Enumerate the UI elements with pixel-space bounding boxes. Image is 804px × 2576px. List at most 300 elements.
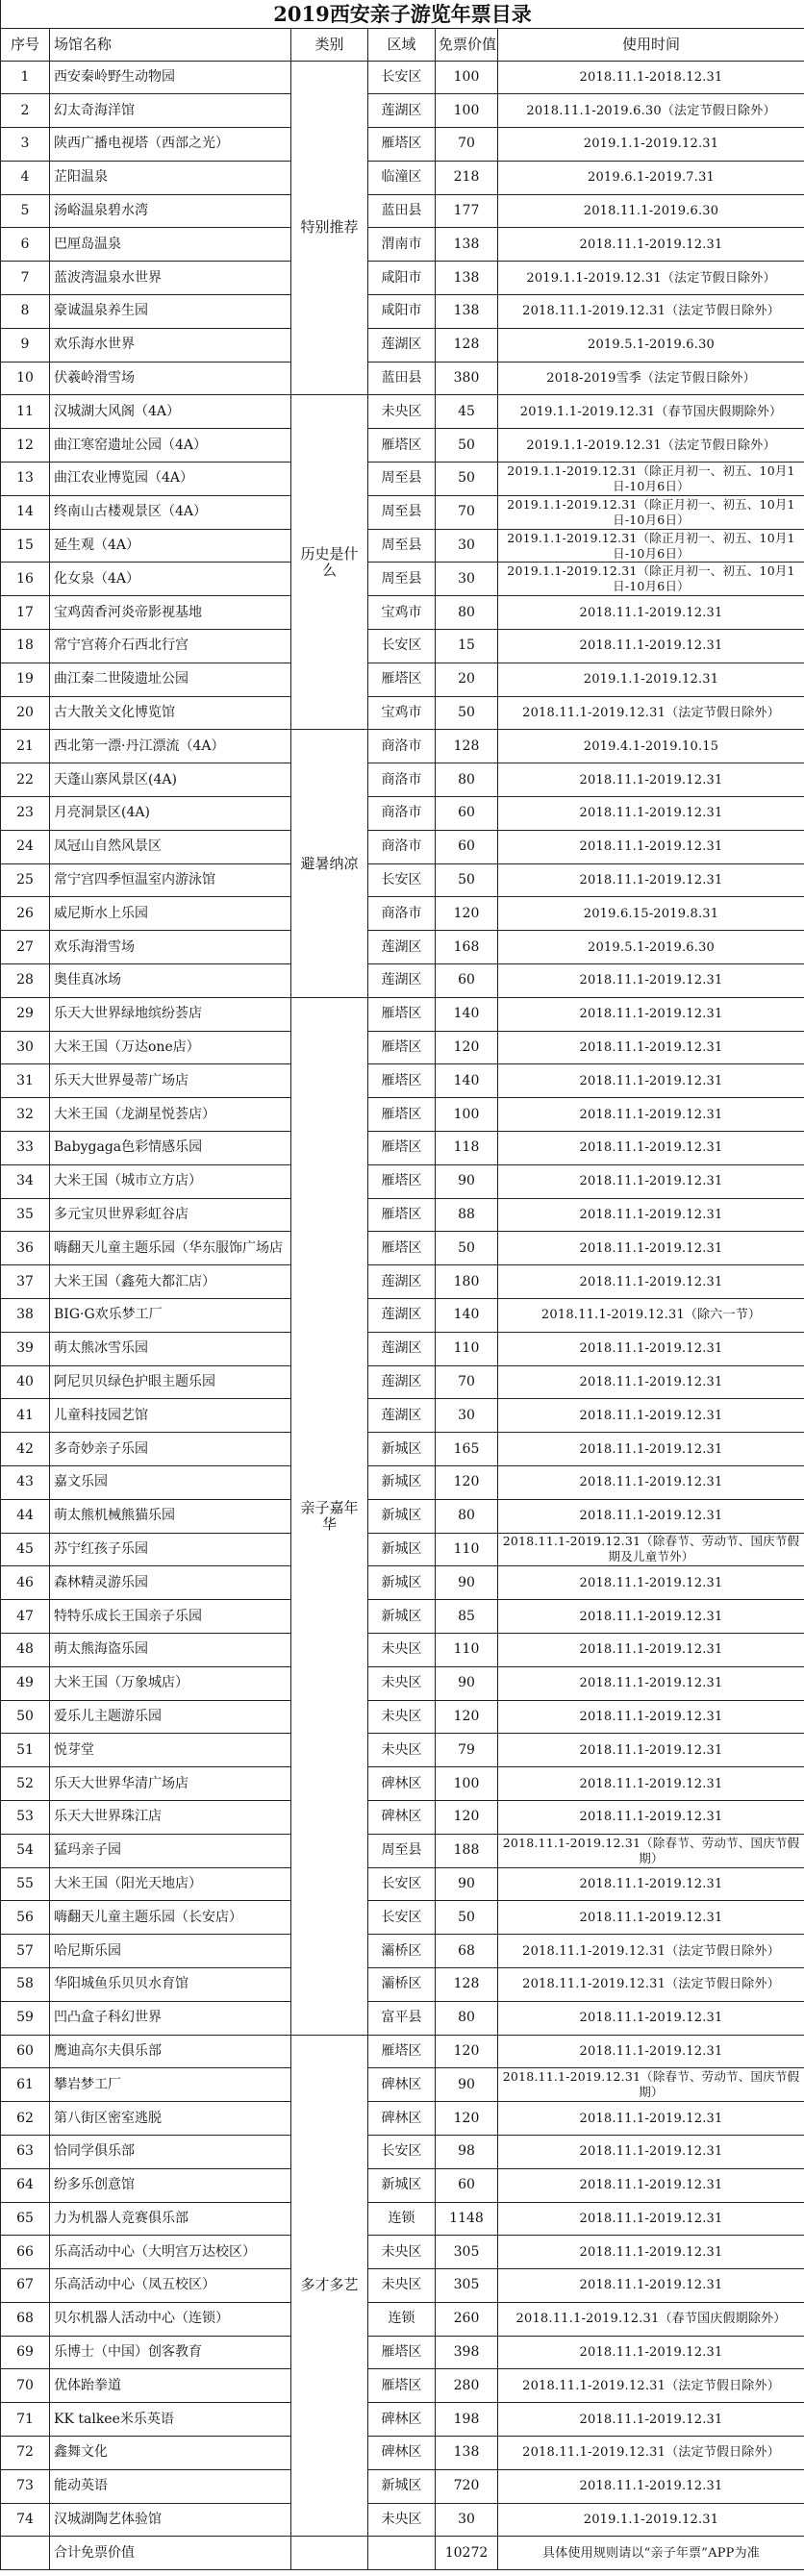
venue-name: 曲江秦二世陵遗址公园 — [50, 663, 291, 696]
venue-name: 乐高活动中心（凤五校区） — [50, 2269, 291, 2303]
venue-name: 乐天大世界曼蒂广场店 — [50, 1064, 291, 1098]
usage-period: 2019.1.1-2019.12.31（法定节假日除外） — [498, 429, 804, 463]
table-row — [1, 1465, 804, 1499]
usage-period: 2019.1.1-2019.12.31 — [498, 2503, 804, 2537]
table-row — [1, 328, 804, 362]
venue-name: 恰同学俱乐部 — [50, 2135, 291, 2168]
row-number: 74 — [1, 2503, 50, 2537]
ticket-value: 120 — [436, 1031, 498, 1064]
venue-name: 常宁宫蒋介石西北行宫 — [50, 630, 291, 663]
area: 宝鸡市 — [368, 696, 436, 730]
row-number: 61 — [1, 2068, 50, 2102]
header-price: 免票价值 — [436, 28, 498, 61]
table-row — [1, 1298, 804, 1332]
ticket-value: 80 — [436, 2001, 498, 2035]
area: 未央区 — [368, 1700, 436, 1734]
row-number: 10 — [1, 362, 50, 395]
ticket-value: 50 — [436, 1901, 498, 1935]
ticket-value: 20 — [436, 663, 498, 696]
venue-name: 大米王国（鑫苑大都汇店） — [50, 1265, 291, 1299]
ticket-value: 305 — [436, 2269, 498, 2303]
area: 咸阳市 — [368, 262, 436, 295]
ticket-value: 120 — [436, 897, 498, 931]
row-number: 47 — [1, 1600, 50, 1634]
row-number: 51 — [1, 1734, 50, 1767]
usage-period: 2019.5.1-2019.6.30 — [498, 931, 804, 964]
table-row — [1, 696, 804, 730]
venue-name: 乐天大世界绿地缤纷荟店 — [50, 997, 291, 1031]
venue-name: 悦芽堂 — [50, 1734, 291, 1767]
usage-period: 2018.11.1-2019.12.31 — [498, 228, 804, 262]
venue-name: 曲江寒窑遗址公园（4A） — [50, 429, 291, 463]
ticket-value: 120 — [436, 1465, 498, 1499]
usage-period: 2018.11.1-2019.12.31 — [498, 2469, 804, 2503]
row-number: 45 — [1, 1533, 50, 1566]
table-row — [1, 1533, 804, 1566]
venue-name: 力为机器人竞赛俱乐部 — [50, 2202, 291, 2236]
ticket-value: 60 — [436, 830, 498, 863]
venue-name: 凹凸盒子科幻世界 — [50, 2001, 291, 2035]
ticket-value: 168 — [436, 931, 498, 964]
usage-period: 2018.11.1-2019.12.31 — [498, 630, 804, 663]
ticket-value: 90 — [436, 1164, 498, 1198]
row-number: 15 — [1, 529, 50, 563]
table-row — [1, 1767, 804, 1801]
area: 商洛市 — [368, 763, 436, 797]
ticket-value: 120 — [436, 1700, 498, 1734]
ticket-value: 260 — [436, 2302, 498, 2336]
row-number: 28 — [1, 964, 50, 998]
venue-name: Babygaga色彩情感乐园 — [50, 1132, 291, 1165]
usage-period: 2018.11.1-2019.12.31（法定节假日除外） — [498, 2369, 804, 2403]
usage-period: 2018.11.1-2019.12.31 — [498, 2135, 804, 2168]
area: 雁塔区 — [368, 1132, 436, 1165]
venue-name: 天蓬山寨风景区(4A) — [50, 763, 291, 797]
table-row — [1, 630, 804, 663]
usage-period: 2018.11.1-2019.12.31 — [498, 2236, 804, 2269]
row-number: 32 — [1, 1098, 50, 1132]
ticket-value: 80 — [436, 596, 498, 630]
row-number: 12 — [1, 429, 50, 463]
usage-period: 2018.11.1-2019.12.31（法定节假日除外） — [498, 1935, 804, 1968]
table-row — [1, 362, 804, 395]
row-number: 5 — [1, 194, 50, 228]
ticket-value: 180 — [436, 1265, 498, 1299]
area: 周至县 — [368, 1834, 436, 1867]
table-row — [1, 1499, 804, 1533]
table-row — [1, 1265, 804, 1299]
venue-name: 欢乐海滑雪场 — [50, 931, 291, 964]
area: 雁塔区 — [368, 997, 436, 1031]
usage-period: 2018.11.1-2019.12.31 — [498, 1465, 804, 1499]
row-number: 65 — [1, 2202, 50, 2236]
table-row — [1, 1834, 804, 1867]
ticket-value: 140 — [436, 1064, 498, 1098]
venue-name: 大米王国（万达one店） — [50, 1031, 291, 1064]
row-number: 72 — [1, 2437, 50, 2470]
table-row — [1, 161, 804, 194]
row-number: 4 — [1, 161, 50, 194]
usage-period: 2019.1.1-2019.12.31（除正月初一、初五、10月1日-10月6日） — [498, 563, 804, 596]
venue-name: 森林精灵游乐园 — [50, 1566, 291, 1600]
table-row — [1, 1031, 804, 1064]
usage-period: 2018.11.1-2019.12.31 — [498, 1232, 804, 1265]
usage-period: 2018.11.1-2019.12.31（除春节、劳动节、国庆节假期） — [498, 2068, 804, 2102]
table-row — [1, 1566, 804, 1600]
table-row — [1, 2302, 804, 2336]
venue-name: 古大散关文化博览馆 — [50, 696, 291, 730]
venue-name: 嗨翻天儿童主题乐园（长安店） — [50, 1901, 291, 1935]
area: 周至县 — [368, 529, 436, 563]
row-number: 21 — [1, 730, 50, 763]
venue-name: 特特乐成长王国亲子乐园 — [50, 1600, 291, 1634]
usage-period: 2018.11.1-2019.12.31 — [498, 2001, 804, 2035]
table-row — [1, 1365, 804, 1399]
usage-period: 2018.11.1-2019.12.31 — [498, 1198, 804, 1232]
venue-name: 常宁宫四季恒温室内游泳馆 — [50, 863, 291, 897]
table-row — [1, 1734, 804, 1767]
ticket-value: 138 — [436, 228, 498, 262]
ticket-value: 60 — [436, 2168, 498, 2202]
usage-period: 2019.1.1-2019.12.31（法定节假日除外） — [498, 262, 804, 295]
row-number: 71 — [1, 2403, 50, 2437]
area: 新城区 — [368, 1499, 436, 1533]
usage-period: 2018.11.1-2019.12.31 — [498, 2336, 804, 2369]
area: 未央区 — [368, 1734, 436, 1767]
usage-period: 2018.11.1-2019.12.31 — [498, 1399, 804, 1433]
venue-name: 多奇妙亲子乐园 — [50, 1433, 291, 1466]
usage-period: 2018.11.1-2019.12.31 — [498, 1064, 804, 1098]
area: 雁塔区 — [368, 1198, 436, 1232]
row-number: 52 — [1, 1767, 50, 1801]
area: 商洛市 — [368, 730, 436, 763]
usage-period: 2018.11.1-2019.12.31 — [498, 1633, 804, 1666]
table-row — [1, 1800, 804, 1834]
area: 宝鸡市 — [368, 596, 436, 630]
venue-name: BIG·G欢乐梦工厂 — [50, 1298, 291, 1332]
venue-name: KK talkee米乐英语 — [50, 2403, 291, 2437]
row-number: 9 — [1, 328, 50, 362]
usage-period: 2018.11.1-2019.12.31 — [498, 863, 804, 897]
ticket-value: 85 — [436, 1600, 498, 1634]
ticket-value: 68 — [436, 1935, 498, 1968]
table-row — [1, 2102, 804, 2136]
row-number: 26 — [1, 897, 50, 931]
ticket-value: 100 — [436, 1098, 498, 1132]
table-row — [1, 863, 804, 897]
ticket-value: 100 — [436, 1767, 498, 1801]
row-number: 20 — [1, 696, 50, 730]
usage-period: 2018.11.1-2019.12.31 — [498, 1666, 804, 1700]
venue-name: 阿尼贝贝绿色护眼主题乐园 — [50, 1365, 291, 1399]
usage-period: 2018.11.1-2019.12.31 — [498, 830, 804, 863]
venue-name: 宝鸡茵香河炎帝影视基地 — [50, 596, 291, 630]
ticket-value: 305 — [436, 2236, 498, 2269]
table-row — [1, 1332, 804, 1365]
usage-period: 2019.5.1-2019.6.30 — [498, 328, 804, 362]
usage-period: 2018.11.1-2019.12.31 — [498, 1098, 804, 1132]
usage-period: 2018.11.1-2019.12.31 — [498, 1164, 804, 1198]
venue-name: 嗨翻天儿童主题乐园（华东服饰广场店 — [50, 1232, 291, 1265]
ticket-value: 138 — [436, 295, 498, 329]
row-number: 14 — [1, 495, 50, 529]
table-row — [1, 2001, 804, 2035]
ticket-value: 118 — [436, 1132, 498, 1165]
area: 蓝田县 — [368, 194, 436, 228]
header-area: 区域 — [368, 28, 436, 61]
header-no: 序号 — [1, 28, 50, 61]
category-cell: 亲子嘉年华 — [291, 997, 368, 2035]
venue-name: 幻太奇海洋馆 — [50, 94, 291, 128]
area: 雁塔区 — [368, 1031, 436, 1064]
area: 灞桥区 — [368, 1935, 436, 1968]
row-number: 70 — [1, 2369, 50, 2403]
area: 新城区 — [368, 1533, 436, 1566]
ticket-value: 90 — [436, 1566, 498, 1600]
ticket-value: 50 — [436, 863, 498, 897]
title-row — [1, 0, 804, 28]
venue-name: 攀岩梦工厂 — [50, 2068, 291, 2102]
area: 灞桥区 — [368, 1967, 436, 2001]
table-row — [1, 2437, 804, 2470]
area: 长安区 — [368, 1867, 436, 1901]
usage-period: 2018.11.1-2019.12.31 — [498, 1031, 804, 1064]
table-row — [1, 897, 804, 931]
table-row — [1, 563, 804, 596]
table-row — [1, 596, 804, 630]
ticket-value: 1148 — [436, 2202, 498, 2236]
category-cell: 历史是什么 — [291, 395, 368, 730]
table-row — [1, 194, 804, 228]
usage-period: 2018.11.1-2019.12.31 — [498, 1433, 804, 1466]
area: 蓝田县 — [368, 362, 436, 395]
row-number: 41 — [1, 1399, 50, 1433]
area: 新城区 — [368, 1600, 436, 1634]
row-number: 34 — [1, 1164, 50, 1198]
ticket-value: 110 — [436, 1332, 498, 1365]
venue-name: 芷阳温泉 — [50, 161, 291, 194]
venue-name: 嘉文乐园 — [50, 1465, 291, 1499]
ticket-value: 100 — [436, 61, 498, 94]
row-number: 62 — [1, 2102, 50, 2136]
usage-period: 2018.11.1-2019.12.31 — [498, 1734, 804, 1767]
usage-period: 2018.11.1-2019.12.31 — [498, 1767, 804, 1801]
table-row — [1, 61, 804, 94]
venue-name: 终南山古楼观景区（4A） — [50, 495, 291, 529]
row-number: 63 — [1, 2135, 50, 2168]
ticket-value: 88 — [436, 1198, 498, 1232]
area: 雁塔区 — [368, 1064, 436, 1098]
category-cell: 避暑纳凉 — [291, 730, 368, 997]
table-row — [1, 2503, 804, 2537]
usage-period: 2018.11.1-2019.12.31 — [498, 2035, 804, 2068]
total-row — [1, 2537, 804, 2570]
area: 莲湖区 — [368, 1399, 436, 1433]
area: 长安区 — [368, 630, 436, 663]
row-number: 57 — [1, 1935, 50, 1968]
usage-period: 2018.11.1-2019.12.31 — [498, 596, 804, 630]
venue-name: 蓝波湾温泉水世界 — [50, 262, 291, 295]
ticket-value: 70 — [436, 128, 498, 162]
ticket-value: 70 — [436, 1365, 498, 1399]
table-row — [1, 1666, 804, 1700]
table-row — [1, 663, 804, 696]
area: 莲湖区 — [368, 1265, 436, 1299]
table-row — [1, 1901, 804, 1935]
area: 碑林区 — [368, 2068, 436, 2102]
area: 渭南市 — [368, 228, 436, 262]
venue-name: 乐高活动中心（大明宫万达校区） — [50, 2236, 291, 2269]
area: 雁塔区 — [368, 1232, 436, 1265]
venue-name: 贝尔机器人活动中心（连锁） — [50, 2302, 291, 2336]
usage-period: 2018.11.1-2019.12.31 — [498, 2403, 804, 2437]
area: 莲湖区 — [368, 1365, 436, 1399]
area: 咸阳市 — [368, 295, 436, 329]
table-row — [1, 495, 804, 529]
area: 长安区 — [368, 1901, 436, 1935]
table-row — [1, 295, 804, 329]
ticket-value: 120 — [436, 1800, 498, 1834]
usage-period: 2018.11.1-2019.6.30 — [498, 194, 804, 228]
area: 雁塔区 — [368, 2035, 436, 2068]
ticket-value: 60 — [436, 797, 498, 831]
row-number: 2 — [1, 94, 50, 128]
ticket-value: 50 — [436, 696, 498, 730]
usage-period: 2018.11.1-2019.12.31（法定节假日除外） — [498, 696, 804, 730]
venue-name: 乐博士（中国）创客教育 — [50, 2336, 291, 2369]
usage-period: 2018.11.1-2019.12.31（除春节、劳动节、国庆节假期及儿童节外） — [498, 1533, 804, 1566]
area: 未央区 — [368, 1633, 436, 1666]
usage-period: 2018.11.1-2019.6.30（法定节假日除外） — [498, 94, 804, 128]
area: 莲湖区 — [368, 1298, 436, 1332]
row-number: 22 — [1, 763, 50, 797]
area: 雁塔区 — [368, 1164, 436, 1198]
venue-name: 猛玛亲子园 — [50, 1834, 291, 1867]
total-label: 合计免票价值 — [50, 2537, 291, 2570]
ticket-value: 90 — [436, 1666, 498, 1700]
table-row — [1, 262, 804, 295]
table-row — [1, 529, 804, 563]
row-number: 39 — [1, 1332, 50, 1365]
ticket-value: 30 — [436, 1399, 498, 1433]
ticket-value: 138 — [436, 2437, 498, 2470]
venue-name: 汉城湖陶艺体验馆 — [50, 2503, 291, 2537]
ticket-value: 80 — [436, 763, 498, 797]
usage-period: 2018.11.1-2019.12.31（法定节假日除外） — [498, 2437, 804, 2470]
total-category-empty — [291, 2537, 368, 2570]
area: 未央区 — [368, 395, 436, 429]
venue-name: 纷多乐创意馆 — [50, 2168, 291, 2202]
area: 莲湖区 — [368, 328, 436, 362]
venue-name: 萌太熊海盗乐园 — [50, 1633, 291, 1666]
usage-period: 2018.11.1-2019.12.31 — [498, 1332, 804, 1365]
usage-period: 2019.1.1-2019.12.31 — [498, 663, 804, 696]
table-row — [1, 1232, 804, 1265]
area: 连锁 — [368, 2202, 436, 2236]
usage-period: 2019.6.15-2019.8.31 — [498, 897, 804, 931]
area: 新城区 — [368, 2469, 436, 2503]
usage-period: 2019.1.1-2019.12.31（春节国庆假期除外） — [498, 395, 804, 429]
ticket-value: 50 — [436, 463, 498, 496]
area: 未央区 — [368, 2503, 436, 2537]
table-row — [1, 931, 804, 964]
usage-period: 2018.11.1-2019.12.31 — [498, 1365, 804, 1399]
area: 雁塔区 — [368, 429, 436, 463]
table-row — [1, 1700, 804, 1734]
area: 碑林区 — [368, 2437, 436, 2470]
row-number: 49 — [1, 1666, 50, 1700]
usage-period: 2018.11.1-2019.12.31 — [498, 964, 804, 998]
ticket-value: 110 — [436, 1633, 498, 1666]
area: 富平县 — [368, 2001, 436, 2035]
venue-name: 西安秦岭野生动物园 — [50, 61, 291, 94]
row-number: 66 — [1, 2236, 50, 2269]
row-number: 33 — [1, 1132, 50, 1165]
venue-name: 汉城湖大风阁（4A） — [50, 395, 291, 429]
row-number: 13 — [1, 463, 50, 496]
row-number: 3 — [1, 128, 50, 162]
row-number: 43 — [1, 1465, 50, 1499]
ticket-value: 128 — [436, 730, 498, 763]
usage-period: 2019.4.1-2019.10.15 — [498, 730, 804, 763]
area: 未央区 — [368, 1666, 436, 1700]
header-time: 使用时间 — [498, 28, 804, 61]
ticket-value: 218 — [436, 161, 498, 194]
usage-period: 2018.11.1-2019.12.31 — [498, 1265, 804, 1299]
row-number: 48 — [1, 1633, 50, 1666]
usage-period: 2018.11.1-2019.12.31 — [498, 2202, 804, 2236]
venue-name: 西北第一漂·丹江漂流（4A） — [50, 730, 291, 763]
ticket-value: 90 — [436, 2068, 498, 2102]
row-number: 36 — [1, 1232, 50, 1265]
venue-name: 儿童科技园艺馆 — [50, 1399, 291, 1433]
usage-period: 2018.11.1-2019.12.31 — [498, 1867, 804, 1901]
row-number: 38 — [1, 1298, 50, 1332]
usage-period: 2018.11.1-2019.12.31 — [498, 1566, 804, 1600]
table-row — [1, 763, 804, 797]
table-row — [1, 2068, 804, 2102]
area: 商洛市 — [368, 897, 436, 931]
area: 雁塔区 — [368, 663, 436, 696]
area: 雁塔区 — [368, 2369, 436, 2403]
area: 周至县 — [368, 563, 436, 596]
category-cell: 特别推荐 — [291, 61, 368, 395]
row-number: 11 — [1, 395, 50, 429]
ticket-value: 80 — [436, 1499, 498, 1533]
ticket-value: 380 — [436, 362, 498, 395]
usage-period: 2018.11.1-2019.12.31（除春节、劳动节、国庆节假期） — [498, 1834, 804, 1867]
row-number: 27 — [1, 931, 50, 964]
ticket-value: 120 — [436, 2102, 498, 2136]
area: 周至县 — [368, 463, 436, 496]
table-row — [1, 964, 804, 998]
table-row — [1, 1064, 804, 1098]
usage-period: 2018.11.1-2018.12.31 — [498, 61, 804, 94]
row-number: 42 — [1, 1433, 50, 1466]
table-row — [1, 2135, 804, 2168]
area: 新城区 — [368, 2168, 436, 2202]
area: 长安区 — [368, 863, 436, 897]
usage-period: 2019.1.1-2019.12.31 — [498, 128, 804, 162]
usage-period: 2018.11.1-2019.12.31 — [498, 797, 804, 831]
venue-name: 化女泉（4A） — [50, 563, 291, 596]
ticket-value: 188 — [436, 1834, 498, 1867]
row-number: 56 — [1, 1901, 50, 1935]
ticket-value: 720 — [436, 2469, 498, 2503]
area: 商洛市 — [368, 830, 436, 863]
table-row — [1, 228, 804, 262]
venue-name: 萌太熊机械熊猫乐园 — [50, 1499, 291, 1533]
